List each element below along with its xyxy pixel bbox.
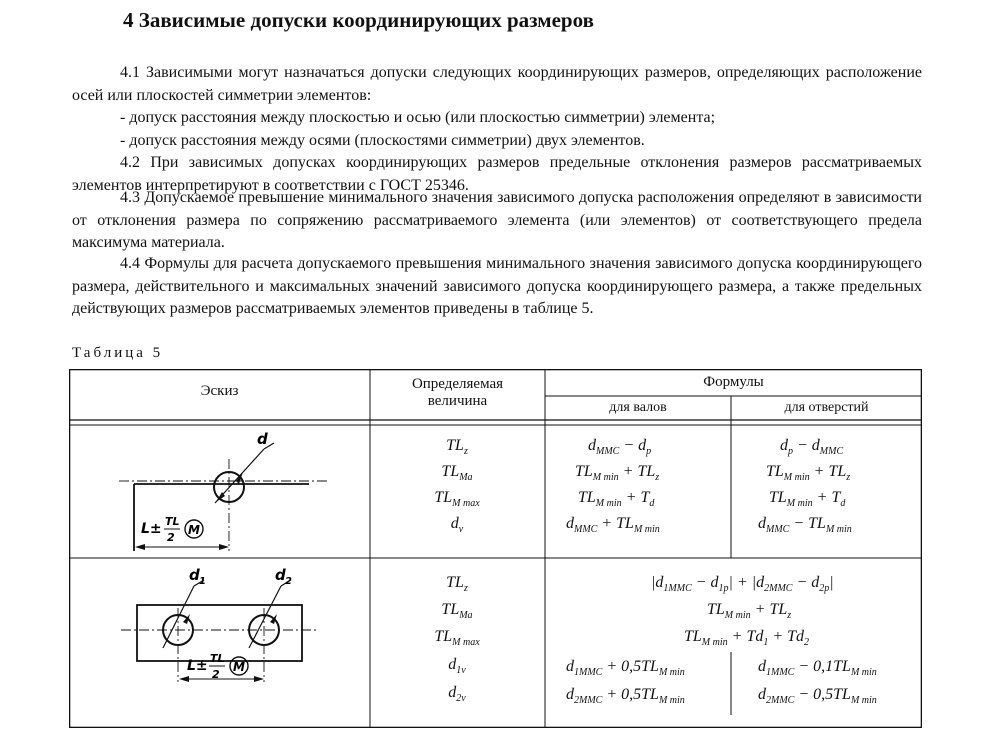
svg-text:L±: L± xyxy=(187,658,208,674)
row1-hole-0: $d_p - d_{MMC}$ xyxy=(780,437,844,458)
row1-quantity-0: $TL_z$ xyxy=(446,437,468,458)
table-caption: Таблица 5 xyxy=(72,345,164,361)
svg-text:TL: TL xyxy=(165,515,180,528)
paragraph-4-2: 4.2 При зависимых допусках координирующих размеров предельные отклонения размеров рассматриваемых элементов интерпретируют в соответствии с ГОСТ 25346. xyxy=(72,154,922,194)
section-title: 4 Зависимые допуски координирующих размеров xyxy=(123,8,594,32)
list-item-1: - допуск расстояния между плоскостью и осью (или плоскостью симметрии) элемента; xyxy=(120,109,716,126)
row2-hole-1: $d_{2MMC} - 0,5TL_{M min}$ xyxy=(758,686,877,707)
paragraph-4-4: 4.4 Формулы для расчета допускаемого превышения минимального значения зависимого допуска координирующего размера, действительного и максимальных значений зависимого допуска координирующего размера, а также предельных действующих размеров рассматриваемых элементов приведены в таблице 5. xyxy=(72,255,922,317)
row2-shaft-0: $d_{1MMC} + 0,5TL_{M min}$ xyxy=(566,658,685,679)
sketch-1-d-label: d xyxy=(257,430,268,448)
row2-hole-0: $d_{1MMC} - 0,1TL_{M min}$ xyxy=(758,658,877,679)
row1-hole-1: $TL_{M min} + TL_z$ xyxy=(766,463,851,484)
svg-text:TL: TL xyxy=(210,652,225,665)
header-sketch: Эскиз xyxy=(200,383,239,399)
sketch-2 xyxy=(69,558,370,728)
row2-shaft-1: $d_{2MMC} + 0,5TL_{M min}$ xyxy=(566,686,685,707)
header-holes: для отверстий xyxy=(784,400,869,415)
list-item-2: - допуск расстояния между осями (плоскостями симметрии) двух элементов. xyxy=(120,131,645,149)
sketch-1 xyxy=(69,425,370,558)
header-formulas: Формулы xyxy=(703,374,764,390)
paragraph-4-3: 4.3 Допускаемое превышение минимального значения зависимого допуска расположения определяют в зависимости от отклонения размера по сопряжению рассматриваемого элемента (или элементов) от соответствующего предела максимума материала. xyxy=(72,189,922,251)
row2-shared-2: $TL_{M min} + Td_1 + Td_2$ xyxy=(684,628,810,649)
row1-shaft-3: $d_{MMC} + TL_{M min}$ xyxy=(566,515,660,536)
sketch-2-d1-label: d xyxy=(189,566,200,584)
row2-shared-1: $TL_{M min} + TL_z$ xyxy=(707,601,792,622)
row1-quantity-1: $TL_{Ma}$ xyxy=(441,463,473,484)
header-shafts: для валов xyxy=(609,400,667,415)
row2-quantity-3: $d_{1v}$ xyxy=(448,656,466,677)
svg-text:M: M xyxy=(233,660,245,674)
row2-quantity-2: $TL_{M max}$ xyxy=(434,628,480,649)
svg-text:M: M xyxy=(188,523,200,537)
row2-quantity-1: $TL_{Ma}$ xyxy=(441,601,473,622)
row2-shared-0: $|d_{1MMC} - d_{1p}| + |d_{2MMC} - d_{2p}|$ xyxy=(651,574,834,595)
svg-text:1: 1 xyxy=(199,576,206,587)
table-5 xyxy=(69,369,922,728)
svg-text:2: 2 xyxy=(212,668,220,681)
row1-hole-2: $TL_{M min} + T_d$ xyxy=(769,489,846,510)
svg-text:L±: L± xyxy=(141,521,162,537)
row1-shaft-1: $TL_{M min} + TL_z$ xyxy=(575,463,660,484)
row1-quantity-2: $TL_{M max}$ xyxy=(434,489,480,510)
row2-quantity-0: $TL_z$ xyxy=(446,574,468,595)
header-quantity: Определяемая величина xyxy=(411,376,504,409)
sketch-2-d2-label: d xyxy=(275,566,286,584)
row1-hole-3: $d_{MMC} - TL_{M min}$ xyxy=(758,515,852,536)
row1-shaft-2: $TL_{M min} + T_d$ xyxy=(578,489,655,510)
row1-shaft-0: $d_{MMC} - d_p$ xyxy=(588,437,652,458)
row1-quantity-3: $d_v$ xyxy=(450,515,464,536)
svg-text:2: 2 xyxy=(285,576,292,587)
paragraph-4-1: 4.1 Зависимыми могут назначаться допуски следующих координирующих размеров, определяющих расположение осей или плоскостей симметрии элементов: xyxy=(72,64,922,104)
row2-quantity-4: $d_{2v}$ xyxy=(448,684,466,705)
svg-text:2: 2 xyxy=(167,531,175,544)
